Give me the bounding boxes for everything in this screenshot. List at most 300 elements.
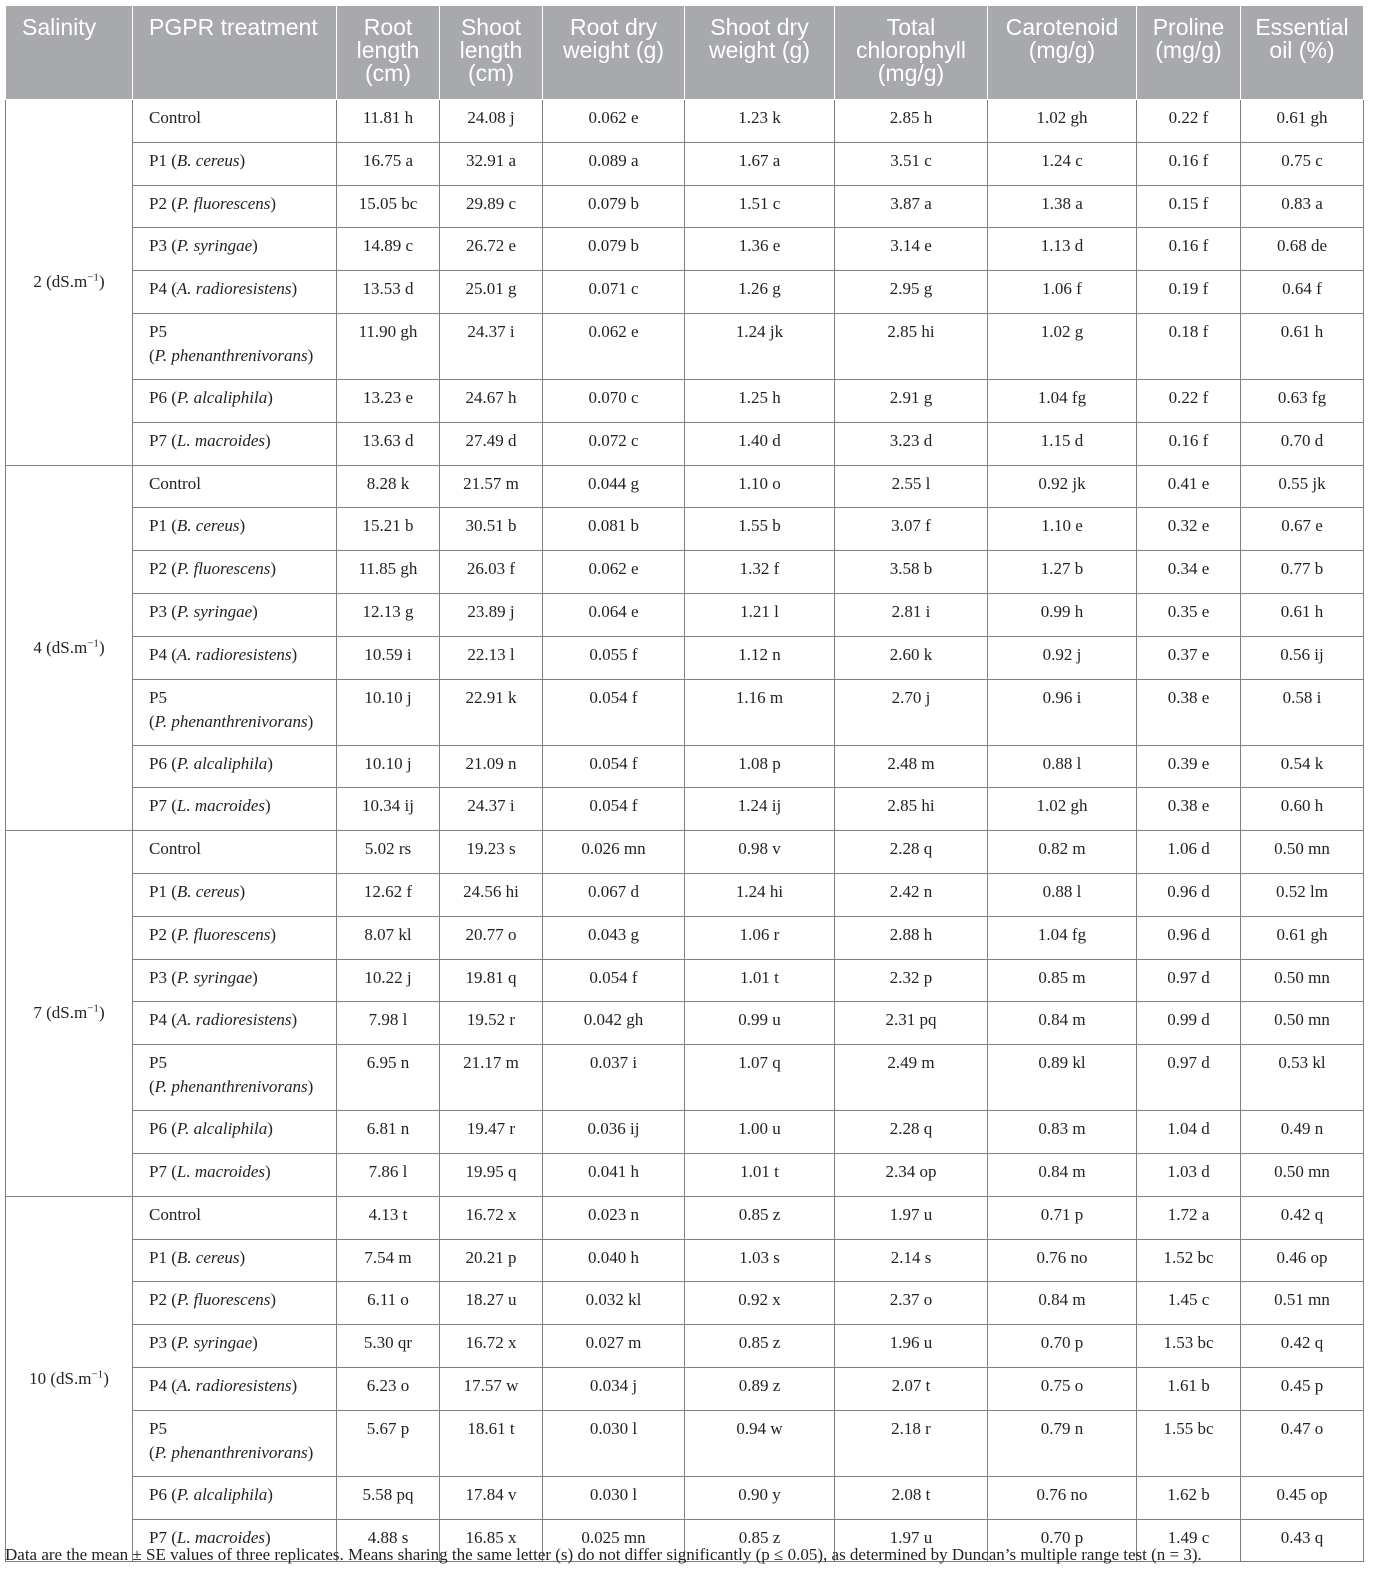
cell-value: 18.27 u xyxy=(465,1290,517,1310)
value-cell-root-length xyxy=(337,1410,440,1476)
value-cell-root-dry-weight xyxy=(543,379,685,422)
treatment-cell: P2 (P. fluorescens) xyxy=(133,1282,337,1325)
treatment-species: P. alcaliphila xyxy=(176,753,268,773)
cell-value: 0.50 mn xyxy=(1274,1161,1330,1181)
value-cell-total-chlorophyll xyxy=(835,636,988,679)
value-cell-root-length xyxy=(337,508,440,551)
header-row xyxy=(6,6,1364,100)
treatment-species: B. cereus xyxy=(176,150,240,170)
cell-value: 0.84 m xyxy=(1038,1010,1086,1030)
cell-value: 0.062 e xyxy=(588,108,639,127)
cell-value: 1.67 a xyxy=(738,150,781,170)
cell-value: 3.51 c xyxy=(890,150,932,170)
cell-value: 10.34 ij xyxy=(362,796,414,816)
cell-value: 5.02 rs xyxy=(364,839,412,859)
value-cell-shoot-dry-weight xyxy=(685,1476,835,1519)
treatment-species: A. radioresistens xyxy=(176,644,292,664)
value-cell-total-chlorophyll xyxy=(835,1002,988,1045)
value-cell-carotenoid xyxy=(988,1002,1137,1045)
cell-value: 0.61 h xyxy=(1280,601,1324,621)
cell-value: 0.75 o xyxy=(1040,1375,1084,1395)
salinity-label: 7 (dS.m xyxy=(33,1003,88,1023)
value-cell-carotenoid xyxy=(988,508,1137,551)
value-cell-total-chlorophyll xyxy=(835,788,988,831)
table-row xyxy=(6,916,1364,959)
treatment-species: P. alcaliphila xyxy=(176,1119,268,1139)
cell-value: 2.88 h xyxy=(889,924,933,944)
value-cell-total-chlorophyll xyxy=(835,745,988,788)
treatment-species: P. phenanthrenivorans xyxy=(154,1442,308,1462)
value-cell-essential-oil xyxy=(1241,100,1364,143)
cell-value: 0.70 p xyxy=(1040,1333,1084,1353)
cell-value: 27.49 d xyxy=(465,430,517,450)
value-cell-root-length xyxy=(337,1367,440,1410)
value-cell-root-length xyxy=(337,1239,440,1282)
value-cell-shoot-length xyxy=(440,1196,543,1239)
table-row xyxy=(6,313,1364,379)
cell-value: 23.89 j xyxy=(467,601,515,621)
value-cell-shoot-dry-weight xyxy=(685,916,835,959)
value-cell-shoot-length xyxy=(440,185,543,228)
cell-value: 1.06 f xyxy=(1042,279,1082,299)
treatment-species: P. syringae xyxy=(176,601,253,621)
treatment-code: P1 xyxy=(149,1247,167,1267)
cell-value: 8.07 kl xyxy=(364,924,412,944)
value-cell-shoot-length xyxy=(440,959,543,1002)
value-cell-shoot-dry-weight xyxy=(685,745,835,788)
table-row xyxy=(6,422,1364,465)
col-header-total-chlorophyll: Total chlorophyll (mg/g) xyxy=(835,6,988,100)
cell-value: 0.32 e xyxy=(1167,516,1210,536)
value-cell-shoot-dry-weight xyxy=(685,1002,835,1045)
value-cell-shoot-dry-weight xyxy=(685,1325,835,1368)
value-cell-root-dry-weight xyxy=(543,313,685,379)
value-cell-carotenoid xyxy=(988,313,1137,379)
value-cell-shoot-dry-weight xyxy=(685,1410,835,1476)
value-cell-shoot-length xyxy=(440,1282,543,1325)
value-cell-carotenoid xyxy=(988,228,1137,271)
cell-value: 1.08 p xyxy=(738,753,781,773)
cell-value: 7.86 l xyxy=(368,1161,408,1181)
cell-value: 0.025 mn xyxy=(581,1527,646,1547)
value-cell-carotenoid xyxy=(988,1476,1137,1519)
value-cell-proline xyxy=(1137,1153,1241,1196)
cell-value: 1.24 c xyxy=(1041,150,1083,170)
table-row xyxy=(6,185,1364,228)
cell-value: 0.96 d xyxy=(1167,881,1210,901)
cell-value: 0.70 d xyxy=(1280,430,1324,450)
treatment-code: P4 xyxy=(149,644,167,664)
value-cell-shoot-length xyxy=(440,142,543,185)
value-cell-essential-oil xyxy=(1241,1002,1364,1045)
cell-value: 30.51 b xyxy=(465,516,517,536)
cell-value: 0.54 k xyxy=(1280,753,1324,773)
value-cell-root-length xyxy=(337,1002,440,1045)
cell-value: 24.67 h xyxy=(465,387,517,407)
value-cell-shoot-dry-weight xyxy=(685,508,835,551)
cell-value: 0.38 e xyxy=(1167,687,1210,707)
value-cell-total-chlorophyll xyxy=(835,1476,988,1519)
cell-value: 0.99 h xyxy=(1040,601,1084,621)
cell-value: 1.97 u xyxy=(889,1527,933,1547)
value-cell-essential-oil xyxy=(1241,508,1364,551)
value-cell-total-chlorophyll xyxy=(835,379,988,422)
treatment-code: P5 xyxy=(149,687,167,707)
cell-value: 19.95 q xyxy=(465,1161,517,1181)
value-cell-shoot-length xyxy=(440,1239,543,1282)
value-cell-root-dry-weight xyxy=(543,1196,685,1239)
value-cell-root-length xyxy=(337,271,440,314)
cell-value: 0.49 n xyxy=(1280,1119,1324,1139)
cell-value: 0.89 z xyxy=(738,1375,781,1395)
value-cell-shoot-length xyxy=(440,1476,543,1519)
treatment-species: P. alcaliphila xyxy=(176,1484,268,1504)
value-cell-essential-oil xyxy=(1241,465,1364,508)
cell-value: 0.99 u xyxy=(738,1010,781,1030)
cell-value: 0.054 f xyxy=(589,687,638,707)
cell-value: 20.21 p xyxy=(465,1247,517,1267)
treatment-species: B. cereus xyxy=(176,881,240,901)
cell-value: 2.60 k xyxy=(889,644,933,664)
treatment-species: P. phenanthrenivorans xyxy=(154,711,308,731)
cell-value: 3.58 b xyxy=(889,559,933,579)
value-cell-total-chlorophyll xyxy=(835,142,988,185)
cell-value: 0.037 i xyxy=(589,1053,638,1073)
salinity-cell xyxy=(6,100,133,466)
cell-value: 0.46 op xyxy=(1276,1247,1328,1267)
value-cell-total-chlorophyll xyxy=(835,873,988,916)
cell-value: 0.032 kl xyxy=(585,1290,642,1310)
treatment-code: P6 xyxy=(149,1484,167,1504)
value-cell-essential-oil xyxy=(1241,831,1364,874)
value-cell-root-dry-weight xyxy=(543,228,685,271)
value-cell-proline xyxy=(1137,1045,1241,1111)
value-cell-essential-oil xyxy=(1241,1410,1364,1476)
value-cell-root-length xyxy=(337,959,440,1002)
value-cell-essential-oil xyxy=(1241,1476,1364,1519)
value-cell-total-chlorophyll xyxy=(835,422,988,465)
value-cell-carotenoid xyxy=(988,551,1137,594)
table-row xyxy=(6,873,1364,916)
cell-value: 19.47 r xyxy=(466,1119,516,1139)
cell-value: 1.24 hi xyxy=(735,881,784,901)
value-cell-shoot-length xyxy=(440,422,543,465)
value-cell-total-chlorophyll xyxy=(835,271,988,314)
cell-value: 1.06 r xyxy=(739,924,780,944)
salinity-cell xyxy=(6,1196,133,1562)
cell-value: 6.11 o xyxy=(367,1290,409,1310)
cell-value: 0.37 e xyxy=(1167,644,1210,664)
value-cell-shoot-length xyxy=(440,508,543,551)
cell-value: 0.42 q xyxy=(1280,1204,1324,1224)
treatment-code: Control xyxy=(149,108,201,127)
value-cell-shoot-dry-weight xyxy=(685,831,835,874)
value-cell-shoot-length xyxy=(440,1111,543,1154)
value-cell-proline xyxy=(1137,1111,1241,1154)
value-cell-essential-oil xyxy=(1241,788,1364,831)
table-row xyxy=(6,593,1364,636)
table-row xyxy=(6,831,1364,874)
treatment-cell: P4 (A. radioresistens) xyxy=(133,1367,337,1410)
salinity-unit-exponent: −1 xyxy=(87,271,99,284)
value-cell-proline xyxy=(1137,593,1241,636)
value-cell-carotenoid xyxy=(988,831,1137,874)
cell-value: 0.079 b xyxy=(588,236,639,256)
cell-value: 26.72 e xyxy=(465,236,517,256)
treatment-cell: P2 (P. fluorescens) xyxy=(133,551,337,594)
treatment-code: P2 xyxy=(149,1290,167,1310)
value-cell-shoot-length xyxy=(440,1002,543,1045)
cell-value: 0.043 g xyxy=(588,924,639,944)
cell-value: 32.91 a xyxy=(465,150,517,170)
value-cell-root-dry-weight xyxy=(543,185,685,228)
cell-value: 1.15 d xyxy=(1040,430,1084,450)
cell-value: 0.054 f xyxy=(589,796,638,816)
cell-value: 1.53 bc xyxy=(1163,1333,1214,1353)
value-cell-carotenoid xyxy=(988,745,1137,788)
treatment-code: P1 xyxy=(149,881,167,901)
value-cell-carotenoid xyxy=(988,1282,1137,1325)
treatment-code: P5 xyxy=(149,1053,167,1073)
table-row xyxy=(6,1196,1364,1239)
value-cell-shoot-length xyxy=(440,873,543,916)
cell-value: 1.26 g xyxy=(738,279,781,299)
treatment-code: P4 xyxy=(149,1375,167,1395)
cell-value: 0.35 e xyxy=(1167,601,1210,621)
value-cell-shoot-dry-weight xyxy=(685,1153,835,1196)
value-cell-root-length xyxy=(337,313,440,379)
value-cell-shoot-length xyxy=(440,1153,543,1196)
value-cell-shoot-dry-weight xyxy=(685,379,835,422)
value-cell-proline xyxy=(1137,465,1241,508)
value-cell-shoot-length xyxy=(440,271,543,314)
value-cell-root-length xyxy=(337,1045,440,1111)
value-cell-root-dry-weight xyxy=(543,551,685,594)
cell-value: 13.63 d xyxy=(362,430,414,450)
value-cell-total-chlorophyll xyxy=(835,228,988,271)
value-cell-shoot-dry-weight xyxy=(685,1239,835,1282)
treatment-code: P3 xyxy=(149,967,167,987)
value-cell-essential-oil xyxy=(1241,313,1364,379)
value-cell-root-dry-weight xyxy=(543,1367,685,1410)
value-cell-carotenoid xyxy=(988,1325,1137,1368)
cell-value: 4.88 s xyxy=(367,1527,409,1547)
salinity-label: 2 (dS.m xyxy=(33,272,88,292)
cell-value: 5.58 pq xyxy=(362,1484,414,1504)
data-table-container xyxy=(5,5,1363,1562)
cell-value: 1.49 c xyxy=(1167,1527,1210,1547)
value-cell-root-dry-weight xyxy=(543,1002,685,1045)
table-row xyxy=(6,1153,1364,1196)
cell-value: 1.03 d xyxy=(1167,1161,1210,1181)
col-header-root-dry-weight: Root dry weight (g) xyxy=(543,6,685,100)
treatment-cell: P6 (P. alcaliphila) xyxy=(133,379,337,422)
value-cell-total-chlorophyll xyxy=(835,679,988,745)
value-cell-shoot-dry-weight xyxy=(685,873,835,916)
salinity-unit-exponent: −1 xyxy=(87,1002,99,1015)
value-cell-shoot-dry-weight xyxy=(685,959,835,1002)
cell-value: 19.81 q xyxy=(465,967,517,987)
cell-value: 16.72 x xyxy=(465,1333,517,1353)
value-cell-total-chlorophyll xyxy=(835,1367,988,1410)
value-cell-carotenoid xyxy=(988,1196,1137,1239)
table-row xyxy=(6,228,1364,271)
cell-value: 6.95 n xyxy=(366,1053,410,1073)
cell-value: 2.70 j xyxy=(891,687,931,707)
cell-value: 1.36 e xyxy=(738,236,781,256)
value-cell-root-length xyxy=(337,1325,440,1368)
col-header-shoot-dry-weight: Shoot dry weight (g) xyxy=(685,6,835,100)
value-cell-carotenoid xyxy=(988,916,1137,959)
cell-value: 1.72 a xyxy=(1167,1204,1210,1224)
salinity-label: 10 (dS.m xyxy=(29,1369,92,1389)
value-cell-proline xyxy=(1137,873,1241,916)
value-cell-essential-oil xyxy=(1241,1239,1364,1282)
cell-value: 18.61 t xyxy=(467,1418,515,1438)
value-cell-root-length xyxy=(337,916,440,959)
value-cell-carotenoid xyxy=(988,1045,1137,1111)
value-cell-root-length xyxy=(337,422,440,465)
value-cell-carotenoid xyxy=(988,379,1137,422)
value-cell-root-length xyxy=(337,1476,440,1519)
cell-value: 29.89 c xyxy=(465,193,517,213)
cell-value: 1.04 fg xyxy=(1037,387,1087,407)
table-row xyxy=(6,1476,1364,1519)
treatment-cell: P7 (L. macroides) xyxy=(133,788,337,831)
cell-value: 1.96 u xyxy=(889,1333,933,1353)
cell-value: 0.43 q xyxy=(1280,1527,1324,1547)
value-cell-essential-oil xyxy=(1241,1111,1364,1154)
cell-value: 0.47 o xyxy=(1280,1418,1324,1438)
value-cell-root-length xyxy=(337,100,440,143)
cell-value: 0.45 op xyxy=(1276,1484,1328,1504)
value-cell-root-length xyxy=(337,1111,440,1154)
treatment-cell: P1 (B. cereus) xyxy=(133,508,337,551)
cell-value: 0.062 e xyxy=(588,559,639,579)
table-row xyxy=(6,1410,1364,1476)
table-row xyxy=(6,745,1364,788)
cell-value: 0.044 g xyxy=(588,473,639,493)
value-cell-total-chlorophyll xyxy=(835,593,988,636)
cell-value: 1.00 u xyxy=(738,1119,781,1139)
value-cell-carotenoid xyxy=(988,1153,1137,1196)
cell-value: 0.70 p xyxy=(1040,1527,1084,1547)
value-cell-root-dry-weight xyxy=(543,271,685,314)
col-header-root-length: Root length (cm) xyxy=(337,6,440,100)
treatment-cell: P5 (P. phenanthrenivorans) xyxy=(133,1045,337,1111)
value-cell-total-chlorophyll xyxy=(835,465,988,508)
cell-value: 0.45 p xyxy=(1280,1375,1324,1395)
treatment-cell: P6 (P. alcaliphila) xyxy=(133,1476,337,1519)
cell-value: 0.84 m xyxy=(1038,1290,1086,1310)
cell-value: 0.92 jk xyxy=(1038,473,1086,493)
cell-value: 0.97 d xyxy=(1167,967,1210,987)
value-cell-root-length xyxy=(337,873,440,916)
treatment-code: P1 xyxy=(149,516,167,536)
cell-value: 6.81 n xyxy=(366,1119,410,1139)
value-cell-carotenoid xyxy=(988,1111,1137,1154)
cell-value: 0.055 f xyxy=(589,644,638,664)
cell-value: 1.55 b xyxy=(738,516,781,536)
treatment-species: P. fluorescens xyxy=(176,559,271,579)
value-cell-proline xyxy=(1137,1325,1241,1368)
value-cell-essential-oil xyxy=(1241,1153,1364,1196)
col-header-proline: Proline (mg/g) xyxy=(1137,6,1241,100)
cell-value: 1.23 k xyxy=(738,108,781,127)
table-footnote: Data are the mean ± SE values of three replicates. Means sharing the same letter (s) do not differ significantly (p ≤ 0.05), as determined by Duncan’s multiple range test (n = 3). xyxy=(5,1545,1202,1564)
value-cell-total-chlorophyll xyxy=(835,551,988,594)
col-header-essential-oil: Essential oil (%) xyxy=(1241,6,1364,100)
cell-value: 1.52 bc xyxy=(1163,1247,1214,1267)
value-cell-shoot-length xyxy=(440,1325,543,1368)
cell-value: 21.17 m xyxy=(463,1053,519,1073)
cell-value: 2.14 s xyxy=(890,1247,932,1267)
cell-value: 19.23 s xyxy=(466,839,516,859)
salinity-label: 4 (dS.m xyxy=(33,637,88,657)
cell-value: 0.61 gh xyxy=(1276,924,1328,944)
treatment-cell: P3 (P. syringae) xyxy=(133,228,337,271)
value-cell-proline xyxy=(1137,788,1241,831)
cell-value: 0.56 ij xyxy=(1280,644,1324,664)
cell-value: 0.50 mn xyxy=(1274,1010,1330,1030)
cell-value: 2.55 l xyxy=(891,473,931,493)
cell-value: 0.054 f xyxy=(589,967,638,987)
cell-value: 2.91 g xyxy=(889,387,933,407)
value-cell-root-dry-weight xyxy=(543,100,685,143)
treatment-cell: P3 (P. syringae) xyxy=(133,593,337,636)
salinity-close-paren: ) xyxy=(98,1003,105,1023)
cell-value: 1.10 o xyxy=(738,473,781,493)
cell-value: 7.54 m xyxy=(364,1247,412,1267)
cell-value: 0.71 p xyxy=(1040,1204,1084,1224)
cell-value: 0.34 e xyxy=(1167,559,1210,579)
cell-value: 1.32 f xyxy=(739,559,780,579)
treatment-cell: P1 (B. cereus) xyxy=(133,142,337,185)
treatment-cell xyxy=(133,100,337,143)
treatment-code: P3 xyxy=(149,1333,167,1353)
treatment-code: P6 xyxy=(149,387,167,407)
cell-value: 1.38 a xyxy=(1041,193,1083,213)
cell-value: 25.01 g xyxy=(465,279,517,299)
cell-value: 1.12 n xyxy=(738,644,781,664)
value-cell-root-length xyxy=(337,831,440,874)
cell-value: 0.92 x xyxy=(738,1290,781,1310)
value-cell-shoot-dry-weight xyxy=(685,142,835,185)
value-cell-shoot-length xyxy=(440,1045,543,1111)
table-row xyxy=(6,1111,1364,1154)
value-cell-root-dry-weight xyxy=(543,745,685,788)
cell-value: 12.13 g xyxy=(362,601,414,621)
value-cell-root-dry-weight xyxy=(543,636,685,679)
treatment-cell: P7 (L. macroides) xyxy=(133,422,337,465)
cell-value: 0.030 l xyxy=(589,1484,638,1504)
cell-value: 10.59 i xyxy=(364,644,412,664)
cell-value: 6.23 o xyxy=(366,1375,410,1395)
value-cell-shoot-length xyxy=(440,228,543,271)
table-row xyxy=(6,679,1364,745)
value-cell-essential-oil xyxy=(1241,959,1364,1002)
value-cell-proline xyxy=(1137,959,1241,1002)
value-cell-proline xyxy=(1137,422,1241,465)
cell-value: 0.026 mn xyxy=(581,839,646,859)
table-row xyxy=(6,551,1364,594)
treatment-species: P. alcaliphila xyxy=(176,387,268,407)
treatment-species: L. macroides xyxy=(176,1527,266,1547)
value-cell-total-chlorophyll xyxy=(835,1325,988,1368)
table-row xyxy=(6,465,1364,508)
cell-value: 0.85 z xyxy=(738,1527,781,1547)
value-cell-root-length xyxy=(337,593,440,636)
